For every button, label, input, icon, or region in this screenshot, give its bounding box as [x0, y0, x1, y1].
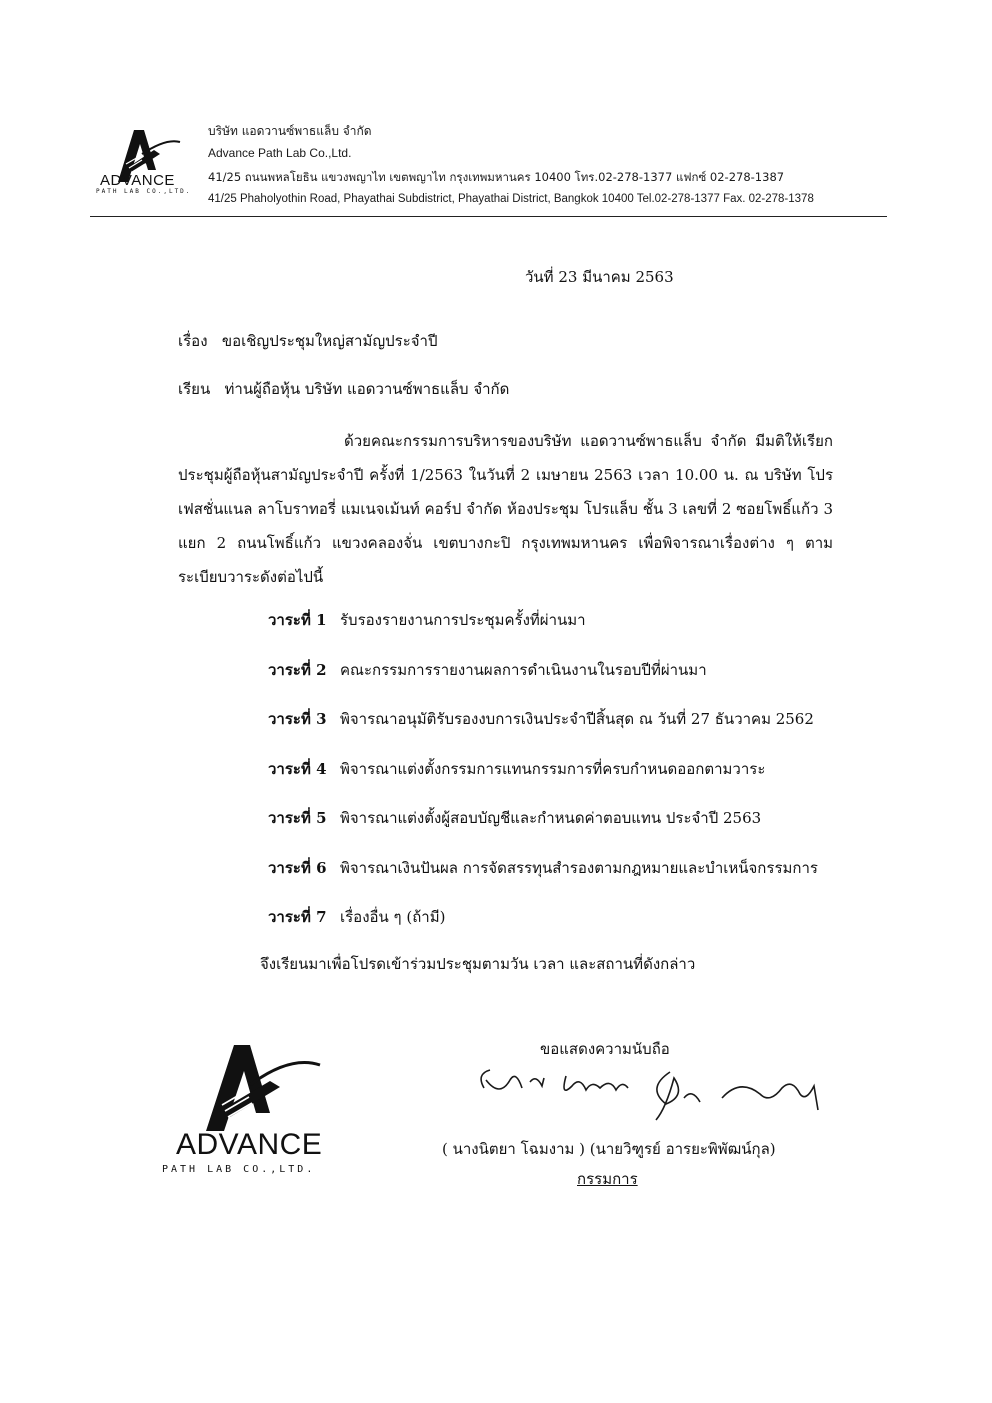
letter-date: วันที่ 23 มีนาคม 2563 [525, 268, 674, 286]
handwritten-signatures [470, 1058, 840, 1128]
agenda-number: วาระที่ 4 [268, 760, 327, 778]
subject-label: เรื่อง [178, 332, 208, 350]
agenda-item [268, 658, 707, 682]
logo-text-large: ADVANCE [176, 1128, 323, 1161]
regards-text: ขอแสดงความนับถือ [540, 1040, 670, 1058]
agenda-text: เรื่องอื่น ๆ (ถ้ามี) [340, 908, 446, 926]
agenda-number: วาระที่ 5 [268, 809, 327, 827]
agenda-number: วาระที่ 3 [268, 710, 327, 728]
header-divider [90, 216, 887, 217]
signatory-title: กรรมการ [577, 1170, 638, 1188]
agenda-item [268, 757, 765, 781]
agenda-text: พิจารณาแต่งตั้งกรรมการแทนกรรมการที่ครบกำหนดออกตามวาระ [340, 760, 766, 778]
logo-subtext-large: PATH LAB CO.,LTD. [162, 1164, 316, 1175]
agenda-number: วาระที่ 2 [268, 661, 327, 679]
address-thai: 41/25 ถนนพหลโยธิน แขวงพญาไท เขตพญาไท กรุงเทพมหานคร 10400 โทร.02-278-1377 แฟกซ์ 02-278-1387 [208, 170, 785, 184]
logo-subtext-small: PATH LAB CO.,LTD. [96, 188, 192, 195]
agenda-number: วาระที่ 7 [268, 908, 327, 926]
address-english: 41/25 Phaholyothin Road, Phayathai Subdistrict, Phayathai District, Bangkok 10400 Tel.02-278-1377 Fax. 02-278-1378 [208, 193, 814, 205]
signatory-names: ( นางนิตยา โฉมงาม ) (นายวิฑูรย์ อารยะพิพัฒน์กุล) [442, 1140, 776, 1158]
agenda-item [268, 905, 445, 929]
recipient-text: ท่านผู้ถือหุ้น บริษัท แอดวานซ์พาธแล็บ จำกัด [224, 380, 510, 398]
agenda-item [268, 608, 586, 632]
company-name-thai: บริษัท แอดวานซ์พาธแล็บ จำกัด [208, 124, 372, 138]
agenda-text: พิจารณาเงินปันผล การจัดสรรทุนสำรองตามกฎหมายและบำเหน็จกรรมการ [340, 859, 818, 877]
body-paragraph-text: ด้วยคณะกรรมการบริหารของบริษัท แอดวานซ์พาธแล็บ จำกัด มีมติให้เรียกประชุมผู้ถือหุ้นสามัญประจำปี ครั้งที่ 1/2563 ในวันที่ 2 เมษายน 2563 เวลา 10.00 น. ณ บริษัท โปรเฟสชั่นแนล ลาโบราทอรี่ แมเนจเม้นท์ คอร์ป จำกัด ห้องประชุม โปรแล็บ ชั้น 3 เลขที่ 2 ซอยโพธิ์แก้ว 3 แยก 2 ถนนโพธิ์แก้ว แขวงคลองจั่น เขตบางกะปิ กรุงเทพมหานคร เพื่อพิจารณาเรื่องต่าง ๆ ตามระเบียบวาระดังต่อไปนี้ [178, 432, 833, 586]
agenda-text: รับรองรายงานการประชุมครั้งที่ผ่านมา [340, 611, 586, 629]
subject-text: ขอเชิญประชุมใหญ่สามัญประจำปี [221, 332, 438, 350]
subject-line [178, 332, 438, 351]
agenda-text: คณะกรรมการรายงานผลการดำเนินงานในรอบปีที่ผ่านมา [340, 661, 707, 679]
agenda-item [268, 707, 814, 731]
agenda-number: วาระที่ 1 [268, 611, 327, 629]
closing-sentence: จึงเรียนมาเพื่อโปรดเข้าร่วมประชุมตามวัน เวลา และสถานที่ดังกล่าว [260, 955, 696, 973]
logo-text-small: ADVANCE [100, 172, 175, 189]
recipient-line [178, 380, 509, 399]
body-paragraph [178, 424, 833, 594]
agenda-text: พิจารณาแต่งตั้งผู้สอบบัญชีและกำหนดค่าตอบแทน ประจำปี 2563 [340, 809, 762, 827]
agenda-item [268, 856, 818, 880]
agenda-text: พิจารณาอนุมัติรับรองงบการเงินประจำปีสิ้นสุด ณ วันที่ 27 ธันวาคม 2562 [340, 710, 814, 728]
agenda-item [268, 806, 761, 830]
recipient-label: เรียน [178, 380, 211, 398]
company-name-english: Advance Path Lab Co.,Ltd. [208, 146, 352, 160]
agenda-number: วาระที่ 6 [268, 859, 327, 877]
